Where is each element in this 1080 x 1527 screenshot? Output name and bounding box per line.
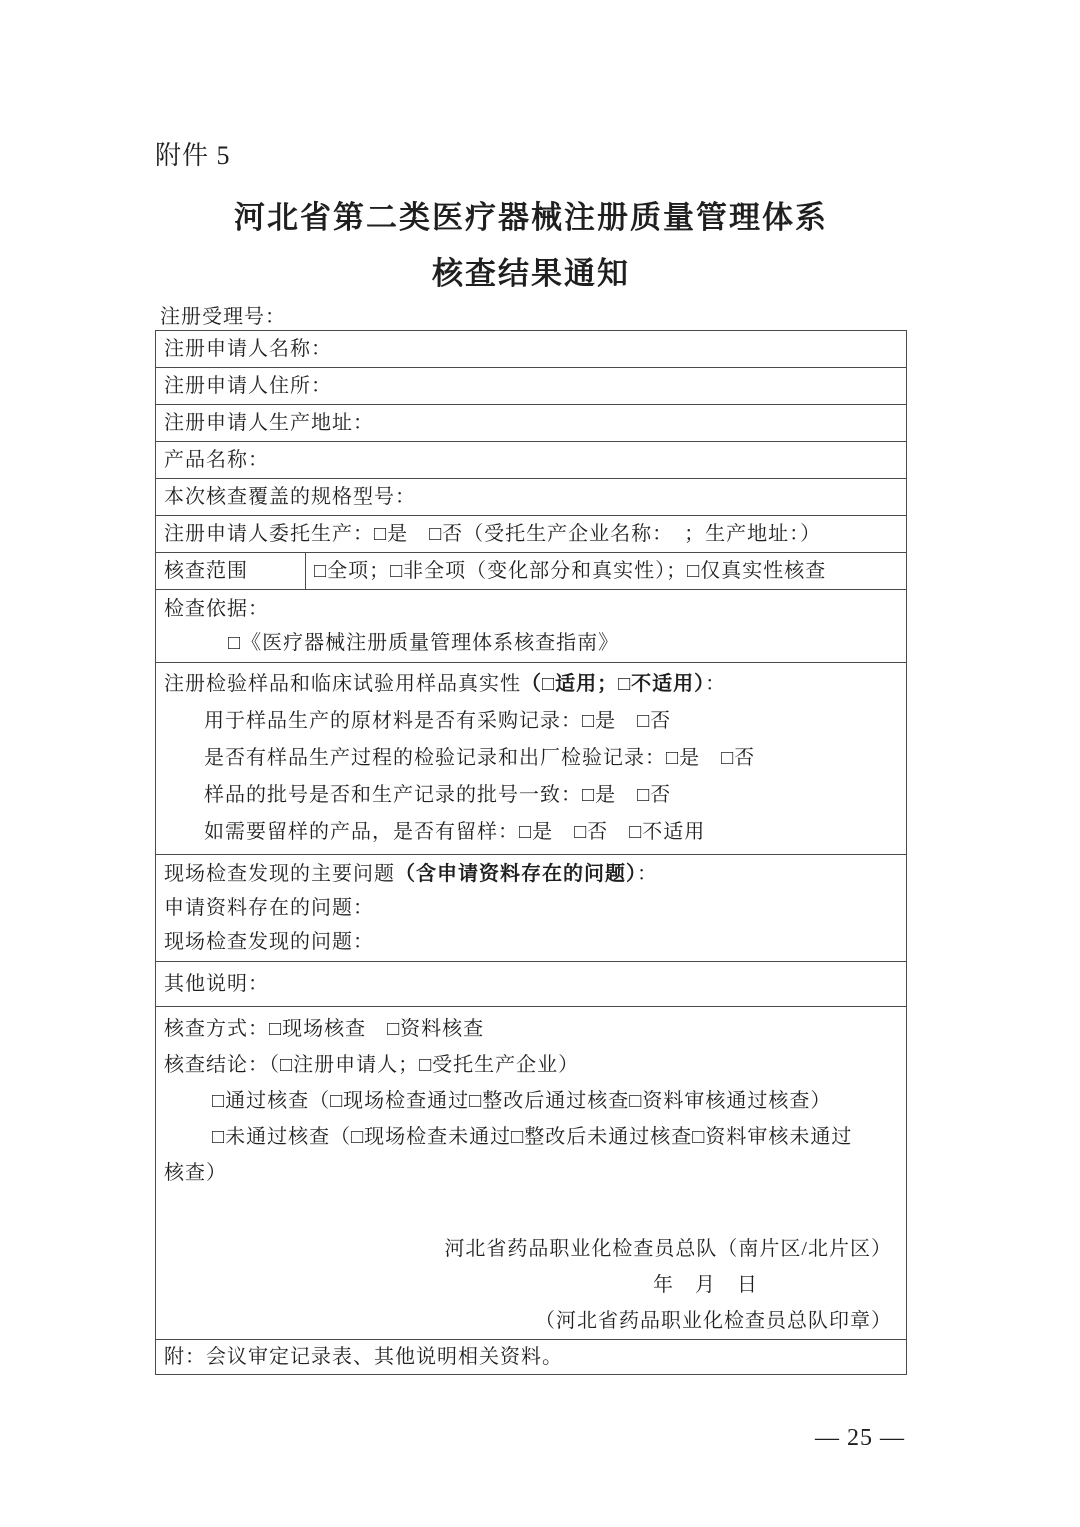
- inspection-basis-item: □《医疗器械注册质量管理体系核查指南》: [228, 632, 620, 654]
- row-inspection-basis: [156, 590, 906, 663]
- row-main-issues: [156, 855, 906, 962]
- conclusion-pass-line: □通过核查（□现场检查通过□整改后通过核查□资料审核通过核查）: [212, 1090, 832, 1112]
- issues-heading-text: 现场检查发现的主要问题: [164, 863, 395, 885]
- document-content: [155, 0, 907, 1452]
- row-spec-models: 本次核查覆盖的规格型号：: [156, 479, 906, 516]
- row-verification-conclusion: [156, 1007, 906, 1340]
- sample-authenticity-heading: [164, 666, 898, 703]
- document-title-line1: 河北省第二类医疗器械注册质量管理体系: [234, 200, 828, 235]
- row-sample-authenticity: [156, 663, 906, 855]
- verification-form-table: [155, 330, 907, 1375]
- acceptance-number-label: 注册受理号：: [160, 306, 286, 328]
- issues-heading-colon: ：: [637, 863, 658, 885]
- row-other-notes: 其他说明：: [156, 962, 906, 1007]
- row-production-address: 注册申请人生产地址：: [156, 405, 906, 442]
- authenticity-heading-text: 注册检验样品和临床试验用样品真实性: [164, 673, 521, 695]
- document-title-line2: 核查结果通知: [432, 256, 630, 291]
- row-verification-scope: [156, 553, 906, 590]
- row-attachment-note: 附：会议审定记录表、其他说明相关资料。: [164, 1346, 563, 1368]
- issues-onsite-inspection: 现场检查发现的问题：: [164, 931, 374, 953]
- issues-heading-bold-note: （含申请资料存在的问题）: [395, 863, 637, 885]
- official-seal-line: （河北省药品职业化检查员总队印章）: [535, 1310, 892, 1332]
- main-issues-heading: [164, 857, 898, 891]
- authenticity-item-retained-sample: 如需要留样的产品，是否有留样：□是 □否 □不适用: [204, 821, 706, 843]
- authenticity-item-purchase-records: 用于样品生产的原材料是否有采购记录：□是 □否: [204, 710, 672, 732]
- conclusion-fail-line-continuation: 核查）: [164, 1162, 227, 1184]
- row-applicant-residence: 注册申请人住所：: [156, 368, 906, 405]
- authenticity-item-batch-number: 样品的批号是否和生产记录的批号一致：□是 □否: [204, 784, 672, 806]
- signature-gap: [164, 1191, 898, 1231]
- conclusion-fail-line: □未通过核查（□现场检查未通过□整改后未通过核查□资料审核未通过: [212, 1126, 853, 1148]
- attachment-label: 附件 5: [155, 141, 231, 170]
- inspection-basis-heading: 检查依据：: [164, 598, 269, 620]
- row-entrusted-production: 注册申请人委托生产：□是 □否（受托生产企业名称： ；生产地址：）: [156, 516, 906, 553]
- page-number: — 25 —: [815, 1425, 905, 1451]
- authenticity-heading-colon: ：: [705, 673, 727, 695]
- scope-label: 核查范围: [156, 553, 306, 589]
- authenticity-applicable-options: （□适用；□不适用）: [521, 673, 706, 695]
- verification-conclusion-line: 核查结论：（□注册申请人；□受托生产企业）: [164, 1054, 580, 1076]
- verification-method-line: 核查方式：□现场核查 □资料核查: [164, 1018, 485, 1040]
- scope-options: □全项；□非全项（变化部分和真实性）；□仅真实性核查: [314, 560, 827, 582]
- signature-date-line: 年 月 日: [653, 1274, 758, 1296]
- signer-organization-line: 河北省药品职业化检查员总队（南片区/北片区）: [444, 1238, 892, 1260]
- authenticity-item-inspection-records: 是否有样品生产过程的检验记录和出厂检验记录：□是 □否: [204, 747, 756, 769]
- row-applicant-name: 注册申请人名称：: [156, 331, 906, 368]
- issues-application-materials: 申请资料存在的问题：: [164, 897, 374, 919]
- row-product-name: 产品名称：: [156, 442, 906, 479]
